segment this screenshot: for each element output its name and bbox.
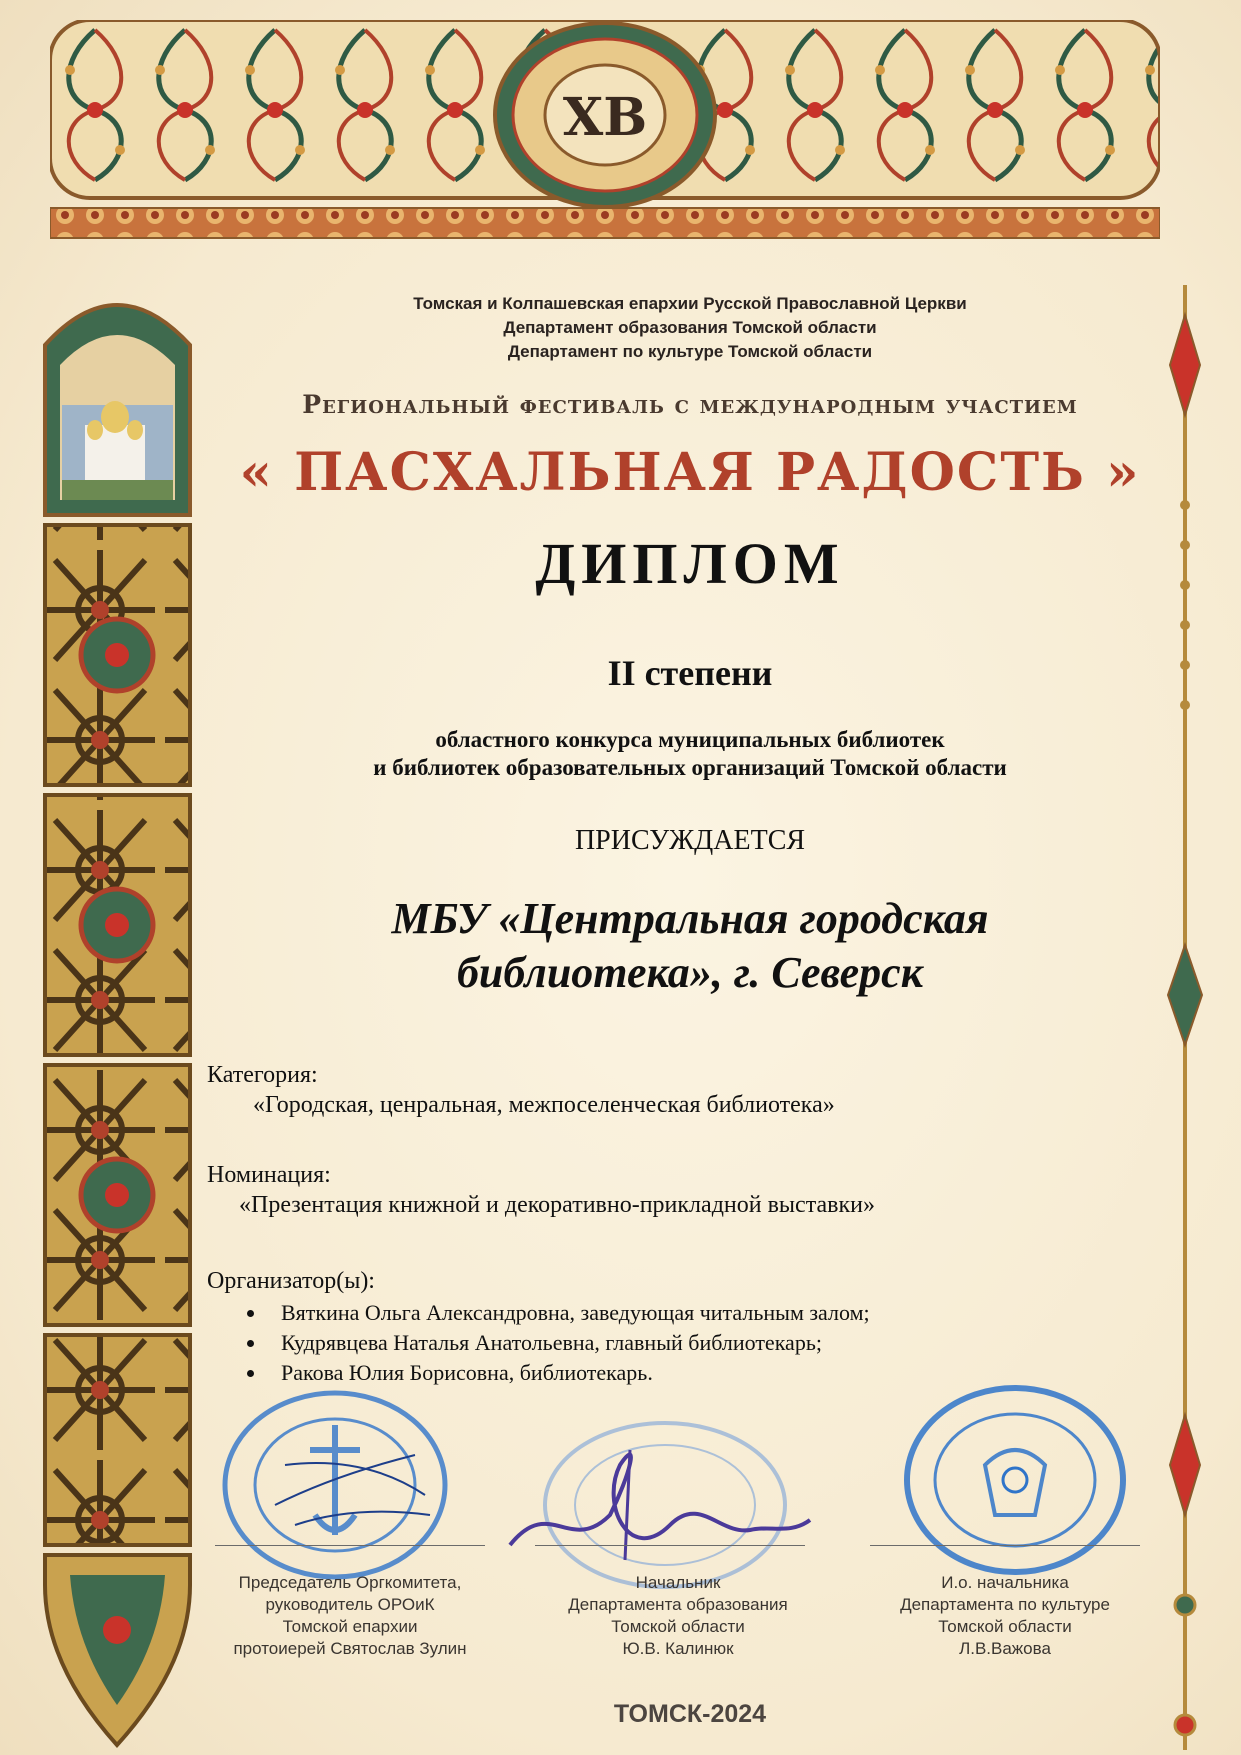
culture-department-stamp bbox=[900, 1380, 1130, 1580]
signatory-culture-head bbox=[860, 1572, 1150, 1660]
organizers-label: Организатор(ы): bbox=[207, 1268, 375, 1294]
org-line-2: Департамент образования Томской области bbox=[503, 318, 877, 337]
nomination-label: Номинация: bbox=[207, 1162, 331, 1188]
organizer-item: Вяткина Ольга Александровна, заведующая читальным залом; bbox=[245, 1298, 1137, 1328]
signatory-line: Ю.В. Калинюк bbox=[622, 1639, 734, 1658]
contest-description bbox=[200, 726, 1180, 782]
signatory-line: протоиерей Святослав Зулин bbox=[233, 1639, 467, 1658]
signatory-line: И.о. начальника bbox=[941, 1573, 1069, 1592]
category-block bbox=[207, 1060, 1137, 1120]
contest-line-1: областного конкурса муниципальных библиотек bbox=[435, 727, 945, 752]
nomination-value: «Презентация книжной и декоративно-прикладной выставки» bbox=[239, 1192, 875, 1218]
signatory-line: Томской области bbox=[938, 1617, 1072, 1636]
recipient-line-1: МБУ «Центральная городская bbox=[391, 894, 989, 943]
diploma-title: ДИПЛОМ bbox=[535, 531, 845, 596]
org-line-3: Департамент по культуре Томской области bbox=[507, 342, 873, 361]
monogram-text: ХВ bbox=[562, 87, 648, 148]
signatory-line: Л.В.Важова bbox=[959, 1639, 1051, 1658]
signature-line-1 bbox=[215, 1545, 485, 1546]
city-year: ТОМСК-2024 bbox=[613, 1700, 767, 1728]
signatory-line: Департамента по культуре bbox=[900, 1595, 1110, 1614]
festival-subtitle: Региональный фестиваль с международным участием bbox=[302, 390, 1078, 419]
eparchy-stamp bbox=[215, 1385, 475, 1585]
signatory-line: Департамента образования bbox=[568, 1595, 788, 1614]
left-ornament-column bbox=[40, 285, 195, 1750]
organizer-item: Ракова Юлия Борисовна, библиотекарь. bbox=[245, 1358, 1137, 1388]
recipient-line-2: библиотека», г. Северск bbox=[456, 948, 924, 997]
signatory-chairman bbox=[200, 1572, 500, 1660]
diploma-degree: II степени bbox=[607, 653, 773, 693]
contest-line-2: и библиотек образовательных организаций Томской области bbox=[373, 755, 1007, 780]
category-value: «Городская, ценральная, межпоселенческая библиотека» bbox=[253, 1092, 835, 1118]
organizer-item: Кудрявцева Наталья Анатольевна, главный библиотекарь; bbox=[245, 1328, 1137, 1358]
signatory-line: Председатель Оргкомитета, bbox=[238, 1573, 462, 1592]
organizers-list bbox=[207, 1298, 1137, 1388]
signatory-line: Томской епархии bbox=[282, 1617, 418, 1636]
nomination-block bbox=[207, 1160, 1137, 1220]
festival-title: « ПАСХАЛЬНАЯ РАДОСТЬ » bbox=[239, 442, 1141, 503]
org-line-1: Томская и Колпашевская епархии Русской Православной Церкви bbox=[413, 294, 967, 313]
organizers-header bbox=[200, 292, 1180, 364]
signature-line-3 bbox=[870, 1545, 1140, 1546]
signature-line-2 bbox=[535, 1545, 805, 1546]
signatory-line: Начальник bbox=[635, 1573, 721, 1592]
recipient-name bbox=[200, 892, 1180, 1000]
awarded-label: ПРИСУЖДАЕТСЯ bbox=[574, 825, 806, 856]
right-ornament-line bbox=[1150, 285, 1220, 1750]
signatory-line: Томской области bbox=[611, 1617, 745, 1636]
signatory-line: руководитель ОРОиК bbox=[265, 1595, 435, 1614]
education-department-stamp bbox=[490, 1415, 820, 1590]
organizers-block bbox=[207, 1266, 1137, 1388]
top-ornament bbox=[50, 20, 1160, 260]
signatory-education-head bbox=[528, 1572, 828, 1660]
category-label: Категория: bbox=[207, 1062, 318, 1088]
